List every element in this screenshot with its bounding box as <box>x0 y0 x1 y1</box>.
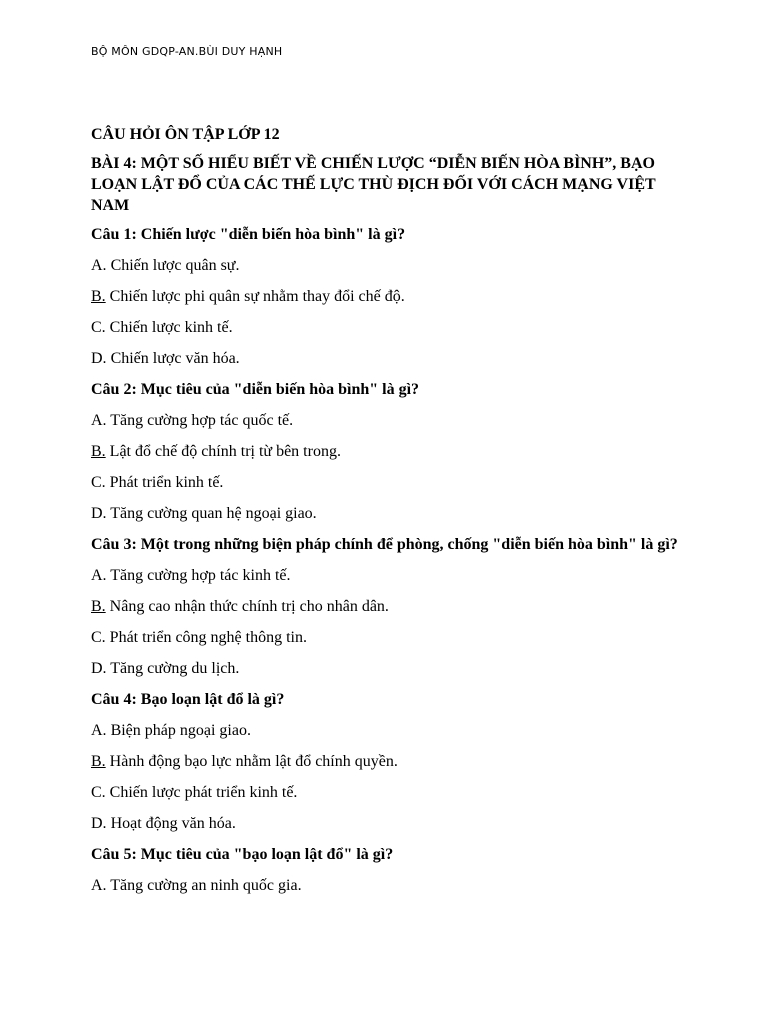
option-text: Phát triển kinh tế. <box>105 474 224 491</box>
answer-option <box>91 472 691 493</box>
option-text: Lật đổ chế độ chính trị từ bên trong. <box>105 443 341 460</box>
answer-option <box>91 875 691 896</box>
answer-option <box>91 658 691 679</box>
option-letter: C. <box>91 474 106 491</box>
answer-option <box>91 317 691 338</box>
answer-option <box>91 286 691 307</box>
option-letter: D. <box>91 505 107 522</box>
answer-option <box>91 410 691 431</box>
question-list <box>91 224 691 896</box>
option-letter: D. <box>91 660 107 677</box>
option-text: Chiến lược văn hóa. <box>106 350 240 367</box>
question-block <box>91 844 691 896</box>
option-text: Hành động bạo lực nhằm lật đổ chính quyền. <box>105 753 398 770</box>
option-letter: C. <box>91 319 106 336</box>
option-letter-correct: B. <box>91 598 106 615</box>
question-text: Câu 3: Một trong những biện pháp chính để phòng, chống "diễn biến hòa bình" là gì? <box>91 536 678 553</box>
option-letter: A. <box>91 877 107 894</box>
option-text: Chiến lược kinh tế. <box>105 319 233 336</box>
document-title: CÂU HỎI ÔN TẬP LỚP 12 <box>91 126 280 143</box>
question-block <box>91 689 691 834</box>
question-text: Câu 2: Mục tiêu của "diễn biến hòa bình" là gì? <box>91 381 420 398</box>
option-letter: D. <box>91 815 107 832</box>
answer-option <box>91 348 691 369</box>
question-text: Câu 5: Mục tiêu của "bạo loạn lật đổ" là gì? <box>91 846 394 863</box>
answer-option <box>91 782 691 803</box>
answer-option <box>91 596 691 617</box>
answer-option <box>91 751 691 772</box>
option-text: Chiến lược phi quân sự nhằm thay đổi chế độ. <box>105 288 405 305</box>
option-letter-correct: B. <box>91 753 106 770</box>
question-text: Câu 1: Chiến lược "diễn biến hòa bình" là gì? <box>91 226 406 243</box>
answer-option <box>91 441 691 462</box>
option-text: Biện pháp ngoại giao. <box>106 722 251 739</box>
question-block <box>91 224 691 369</box>
option-text: Tăng cường quan hệ ngoại giao. <box>106 505 317 522</box>
question-block <box>91 534 691 679</box>
answer-option <box>91 813 691 834</box>
answer-option <box>91 565 691 586</box>
option-text: Hoạt động văn hóa. <box>106 815 236 832</box>
option-letter: A. <box>91 412 107 429</box>
option-letter: A. <box>91 567 107 584</box>
answer-option <box>91 627 691 648</box>
option-letter: C. <box>91 784 106 801</box>
answer-option <box>91 255 691 276</box>
option-letter: A. <box>91 257 107 274</box>
document-body <box>91 124 691 906</box>
option-letter: D. <box>91 350 107 367</box>
question-text: Câu 4: Bạo loạn lật đổ là gì? <box>91 691 285 708</box>
option-text: Tăng cường du lịch. <box>106 660 240 677</box>
option-text: Tăng cường hợp tác quốc tế. <box>106 412 294 429</box>
option-letter: A. <box>91 722 107 739</box>
answer-option <box>91 503 691 524</box>
option-text: Chiến lược phát triển kinh tế. <box>105 784 298 801</box>
option-letter: C. <box>91 629 106 646</box>
page-header: BỘ MÔN GDQP-AN.BÙI DUY HẠNH <box>91 45 283 58</box>
option-text: Nâng cao nhận thức chính trị cho nhân dân. <box>105 598 389 615</box>
lesson-title: BÀI 4: MỘT SỐ HIỂU BIẾT VỀ CHIẾN LƯỢC “DIỄN BIẾN HÒA BÌNH”, BẠO LOẠN LẬT ĐỔ CỦA CÁC THẾ LỰC THÙ ĐỊCH ĐỐI VỚI CÁCH MẠNG VIỆT NAM <box>91 155 656 214</box>
option-letter-correct: B. <box>91 443 106 460</box>
option-text: Chiến lược quân sự. <box>106 257 240 274</box>
question-block <box>91 379 691 524</box>
option-letter-correct: B. <box>91 288 106 305</box>
option-text: Tăng cường an ninh quốc gia. <box>106 877 302 894</box>
answer-option <box>91 720 691 741</box>
option-text: Tăng cường hợp tác kinh tế. <box>106 567 291 584</box>
option-text: Phát triển công nghệ thông tin. <box>105 629 307 646</box>
